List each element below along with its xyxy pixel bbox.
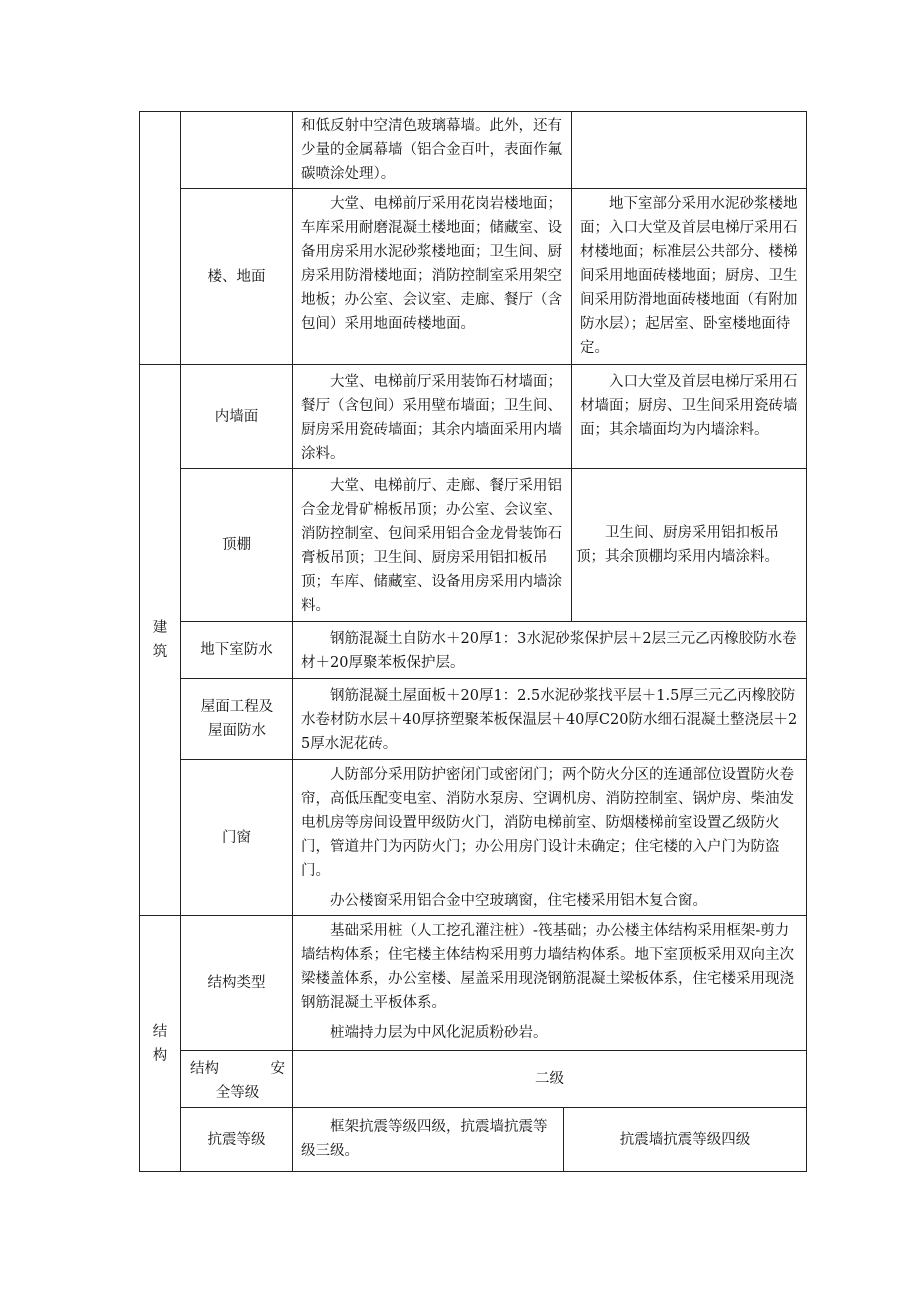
structure-type-text-cell [301,919,801,1045]
doors-text: 人防部分采用防护密闭门或密闭门；两个防火分区的连通部位设置防火卷帘，高低压配变电室、消防水泵房、空调机房、消防控制室、锅炉房、柴油发电机房等房间设置甲级防火门，消防电梯前室、防烟楼梯前室设置乙级防火门，管道井门为丙防火门；办公用房门设计未确定；住宅楼的入户门为防盗门。 [301,767,794,879]
rule-mid-top [571,111,572,365]
ceiling-col2 [576,469,804,621]
group-building-label: 建筑 [152,620,168,660]
roof-text-cell [301,684,801,756]
basement-text: 钢筋混凝土自防水＋20厚1：3水泥砂浆保护层＋2层三元乙丙橡胶防水卷材＋20厚聚苯板保护层。 [301,631,797,671]
structure-type-label: 结构类型 [207,975,266,991]
floor-residential-text: 地下室部分采用水泥砂浆楼地面；入口大堂及首层电梯厅采用石材楼地面；标准层公共部分、楼梯间采用地面砖楼地面；厨房、卫生间采用防滑地面砖楼地面（有附加防水层）；起居室、卧室楼地面待定。 [580,196,798,356]
safety-label-cell [190,1057,285,1105]
doors-label-cell [181,760,292,915]
floor-label-cell [181,189,292,364]
safety-value: 二级 [535,1071,564,1087]
basement-label-cell [181,622,292,678]
seismic-col1 [301,1115,557,1163]
group-building [140,365,180,915]
ceiling-label: 顶棚 [222,537,251,553]
safety-label-line2 [190,1081,285,1105]
ceiling-office-text: 大堂、电梯前厅、走廊、餐厅采用铝合金龙骨矿棉板吊顶；办公室、会议室、消防控制室、包间采用铝合金龙骨装饰石膏板吊顶；卫生间、厨房采用铝扣板吊顶；车库、储藏室、设备用房采用内墙涂料。 [301,478,562,614]
roof-label: 屋面工程及屋面防水 [200,699,274,739]
floor-col2 [580,192,800,360]
wall-label: 内墙面 [214,408,259,425]
doors-text-cell [301,763,801,913]
ceiling-label-cell [181,469,292,621]
seismic-office-text: 框架抗震等级四级，抗震墙抗震等级三级。 [301,1119,548,1159]
group-structure [140,916,180,1171]
ceiling-col1 [301,474,565,618]
wall-label-cell [181,365,292,468]
ceiling-residential-text: 卫生间、厨房采用铝扣板吊顶；其余顶棚均采用内墙涂料。 [576,525,779,565]
doors-label: 门窗 [222,829,251,846]
rule-top [139,111,807,112]
safety-label-c: 全等级 [215,1085,260,1101]
windows-text: 办公楼窗采用铝合金中空玻璃窗，住宅楼采用铝木复合窗。 [330,893,707,909]
roof-text: 钢筋混凝土屋面板＋20厚1：2.5水泥砂浆找平层＋1.5厚三元乙丙橡胶防水卷材防水层＋40厚挤塑聚苯板保温层＋40厚C20防水细石混凝土整浇层＋25厚水泥花砖。 [301,688,798,752]
seismic-label: 抗震等级 [207,1131,266,1148]
rule-bottom [139,1171,807,1172]
seismic-residential-text: 抗震墙抗震等级四级 [619,1131,751,1148]
seismic-label-cell [181,1108,292,1171]
wall-office-text: 大堂、电梯前厅采用装饰石材墙面；餐厅（含包间）采用壁布墙面；卫生间、厨房采用瓷砖墙面；其余内墙面采用内墙涂料。 [301,374,562,462]
floor-office-text: 大堂、电梯前厅采用花岗岩楼地面；车库采用耐磨混凝土楼地面；储藏室、设备用房采用水泥砂浆楼地面；卫生间、厨房采用防滑楼地面；消防控制室采用架空地板；办公室、会议室、走廊、餐厅（含包间）采用地面砖楼地面。 [301,196,562,332]
curtain-wall-text: 和低反射中空清色玻璃幕墙。此外，还有少量的金属幕墙（铝合金百叶，表面作氟碳喷涂处理）。 [301,118,562,182]
seismic-col2 [564,1108,806,1171]
structure-type-text: 基础采用桩（人工挖孔灌注桩）-筏基础；办公楼主体结构采用框架-剪力墙结构体系；住宅楼主体结构采用剪力墙结构体系。地下室顶板采用双向主次梁楼盖体系，办公室楼、屋盖采用现浇钢筋混凝土梁板体系，住宅楼采用现浇钢筋混凝土平板体系。 [301,923,794,1011]
group-structure-label: 结构 [152,1023,168,1064]
floor-col1 [301,192,565,336]
rule-mid-wall [571,364,572,622]
basement-label: 地下室防水 [200,642,273,658]
safety-label-b: 安 [270,1061,285,1077]
curtain-wall-col1 [301,114,563,186]
rule-right [806,111,807,1172]
wall-col1 [301,370,565,466]
safety-label-line1 [190,1057,285,1081]
floor-label: 楼、地面 [207,268,266,285]
roof-label-cell [194,679,280,759]
wall-residential-text: 入口大堂及首层电梯厅采用石材墙面；厨房、卫生间采用瓷砖墙面；其余墙面均为内墙涂料。 [580,374,798,438]
pile-bearing-text: 桩端持力层为中风化泥质粉砂岩。 [330,1025,548,1041]
wall-col2 [580,370,800,442]
safety-label-a: 结构 [190,1061,219,1077]
basement-text-cell [301,627,801,675]
rule-label [292,111,293,1172]
structure-type-label-cell [181,916,292,1050]
safety-value-cell [293,1051,806,1107]
